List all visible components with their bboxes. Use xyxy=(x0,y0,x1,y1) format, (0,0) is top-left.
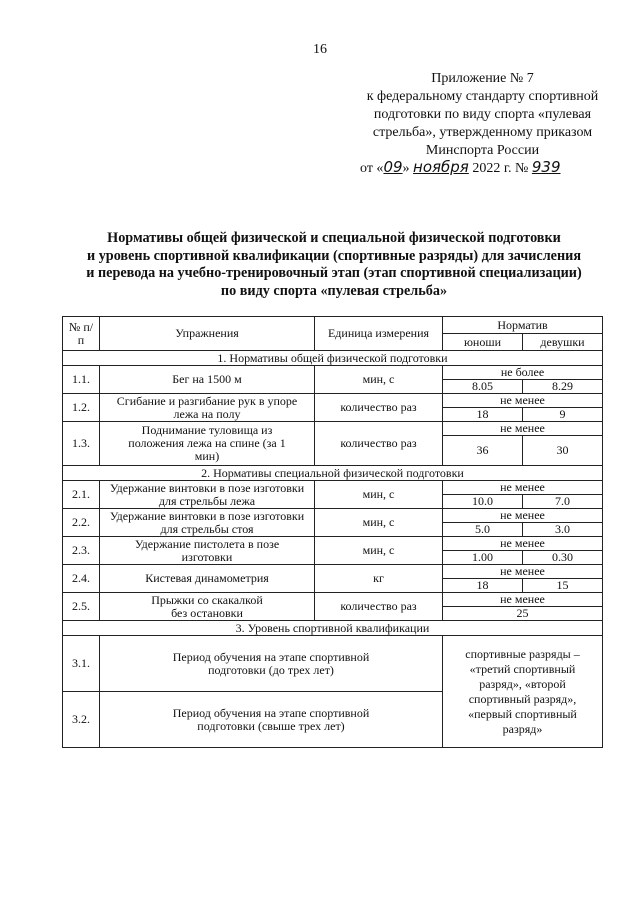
section-heading: 1. Нормативы общей физической подготовки xyxy=(63,351,603,366)
qualification-period: Период обучения на этапе спортивной подготовки (до трех лет) xyxy=(100,636,443,692)
row-condition: не менее xyxy=(443,509,603,523)
row-unit: количество раз xyxy=(315,394,443,422)
header-norm: Норматив xyxy=(443,317,603,334)
appendix-line: к федеральному стандарту спортивной xyxy=(366,89,599,104)
title-line: Нормативы общей физической и специальной физической подготовки xyxy=(107,230,561,246)
row-unit: мин, с xyxy=(315,481,443,509)
row-both-value: 25 xyxy=(443,607,603,621)
row-boys-value: 18 xyxy=(443,579,523,593)
title-line: и перевода на учебно-тренировочный этап (этап спортивной специализации) xyxy=(86,265,582,281)
row-num: 2.2. xyxy=(63,509,100,537)
order-mid: » xyxy=(402,161,410,176)
row-boys-value: 8.05 xyxy=(443,380,523,394)
row-num: 2.5. xyxy=(63,593,100,621)
appendix-line: Приложение № 7 xyxy=(431,71,534,86)
appendix-line: стрельба», утвержденному приказом xyxy=(372,125,593,140)
header-exercise: Упражнения xyxy=(100,317,315,351)
row-condition: не менее xyxy=(443,394,603,408)
row-boys-value: 18 xyxy=(443,408,523,422)
row-condition: не менее xyxy=(443,565,603,579)
header-unit: Единица измерения xyxy=(315,317,443,351)
appendix-line: Минспорта России xyxy=(425,143,540,158)
row-girls-value: 0.30 xyxy=(523,551,603,565)
row-num: 1.3. xyxy=(63,422,100,466)
row-exercise: Удержание пистолета в позе изготовки xyxy=(100,537,315,565)
row-exercise: Кистевая динамометрия xyxy=(100,565,315,593)
order-prefix: от « xyxy=(360,161,384,176)
row-unit: количество раз xyxy=(315,593,443,621)
row-boys-value: 1.00 xyxy=(443,551,523,565)
section-heading: 3. Уровень спортивной квалификации xyxy=(63,621,603,636)
row-num: 3.2. xyxy=(63,692,100,748)
order-month-handwritten: ноября xyxy=(413,158,469,176)
row-condition: не менее xyxy=(443,537,603,551)
row-unit: мин, с xyxy=(315,509,443,537)
row-girls-value: 3.0 xyxy=(523,523,603,537)
order-number-handwritten: 939 xyxy=(531,158,561,176)
row-num: 3.1. xyxy=(63,636,100,692)
row-condition: не более xyxy=(443,366,603,380)
row-unit: количество раз xyxy=(315,422,443,466)
appendix-header xyxy=(350,70,615,160)
row-num: 2.1. xyxy=(63,481,100,509)
row-unit: кг xyxy=(315,565,443,593)
row-exercise: Сгибание и разгибание рук в упоре лежа на полу xyxy=(100,394,315,422)
title-line: и уровень спортивной квалификации (спортивные разряды) для зачисления xyxy=(86,247,581,264)
row-exercise: Бег на 1500 м xyxy=(100,366,315,394)
row-unit: мин, с xyxy=(315,537,443,565)
document-title xyxy=(60,230,608,300)
order-day-handwritten: 09 xyxy=(383,158,403,176)
norms-table xyxy=(62,316,603,748)
qualification-period: Период обучения на этапе спортивной подготовки (свыше трех лет) xyxy=(100,692,443,748)
row-exercise: Поднимание туловища из положения лежа на спине (за 1 мин) xyxy=(100,422,315,466)
header-num: № п/п xyxy=(63,317,100,351)
order-date-line xyxy=(360,158,561,177)
row-boys-value: 36 xyxy=(443,436,523,466)
row-boys-value: 5.0 xyxy=(443,523,523,537)
row-num: 1.1. xyxy=(63,366,100,394)
qualification-value: спортивные разряды – «третий спортивный разряд», «второй спортивный разряд», «первый спортивный разряд» xyxy=(443,636,603,748)
header-girls: девушки xyxy=(523,334,603,351)
row-condition: не менее xyxy=(443,422,603,436)
row-exercise: Удержание винтовки в позе изготовки для стрельбы лежа xyxy=(100,481,315,509)
row-exercise: Удержание винтовки в позе изготовки для стрельбы стоя xyxy=(100,509,315,537)
row-num: 2.3. xyxy=(63,537,100,565)
section-heading: 2. Нормативы специальной физической подготовки xyxy=(63,466,603,481)
row-exercise: Прыжки со скакалкой без остановки xyxy=(100,593,315,621)
row-condition: не менее xyxy=(443,481,603,495)
row-girls-value: 7.0 xyxy=(523,495,603,509)
row-num: 1.2. xyxy=(63,394,100,422)
row-girls-value: 15 xyxy=(523,579,603,593)
row-unit: мин, с xyxy=(315,366,443,394)
row-girls-value: 30 xyxy=(523,436,603,466)
header-boys: юноши xyxy=(443,334,523,351)
row-girls-value: 8.29 xyxy=(523,380,603,394)
appendix-line: подготовки по виду спорта «пулевая xyxy=(373,107,592,122)
page-number: 16 xyxy=(313,42,327,57)
title-line: по виду спорта «пулевая стрельба» xyxy=(220,282,448,299)
row-num: 2.4. xyxy=(63,565,100,593)
order-year: 2022 г. № xyxy=(472,161,529,176)
row-boys-value: 10.0 xyxy=(443,495,523,509)
row-girls-value: 9 xyxy=(523,408,603,422)
row-condition: не менее xyxy=(443,593,603,607)
